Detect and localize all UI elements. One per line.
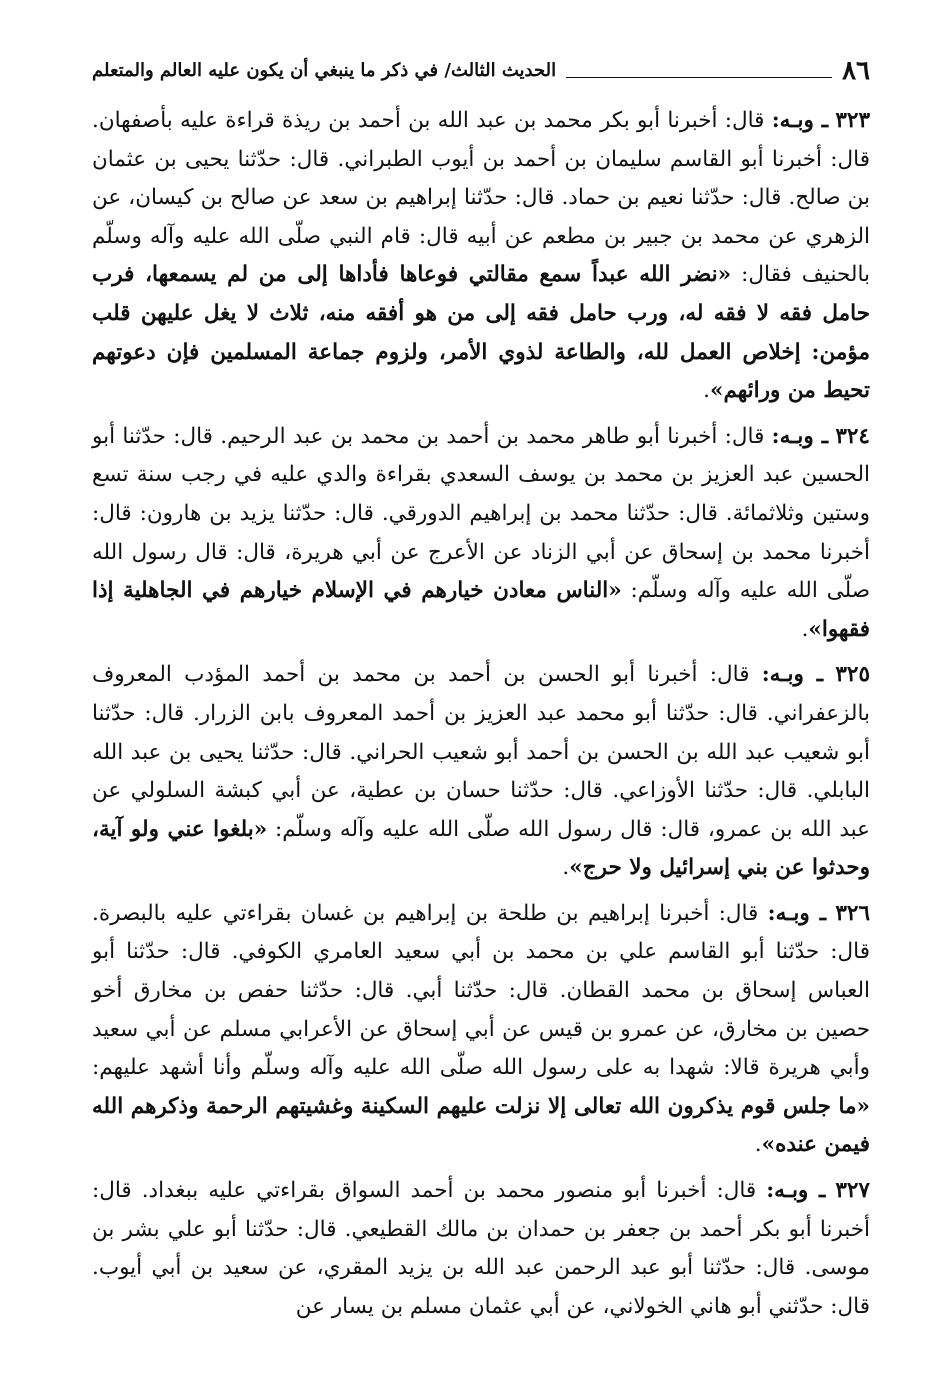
hadith-text: «الناس معادن خيارهم في الإسلام خيارهم في الجاهلية إذا فقهوا»: [92, 578, 870, 642]
paragraph-intro: ـ وبـه:: [761, 662, 824, 688]
hadith-paragraph-324: [92, 418, 870, 650]
paragraph-end: .: [754, 1132, 762, 1158]
isnad-text: قال: أخبرنا أبو الحسن بن أحمد بن محمد بن أحمد المؤدب المعروف بالزعفراني. قال: حدّثنا أبو محمد عبد العزيز بن أحمد المعروف بابن الزرار. قال: حدّثنا أبو شعيب عبد الله بن الحسن بن أحمد أبو شعيب الحراني. قال: حدّثنا يحيى بن عبد الله البابلي. قال: حدّثنا الأوزاعي. قال: حدّثنا حسان بن عطية، عن أبي كبشة السلولي عن عبد الله بن عمرو، قال: قال رسول الله صلّى الله عليه وآله وسلّم:: [92, 662, 870, 842]
hadith-paragraph-325: [92, 656, 870, 888]
page-number: ٨٦: [842, 56, 870, 86]
paragraph-end: .: [801, 616, 809, 642]
paragraph-number: ٣٢٦: [835, 900, 870, 926]
running-header: [92, 58, 870, 84]
paragraph-intro: ـ وبـه:: [771, 108, 829, 133]
hadith-text: «بلغوا عني ولو آية، وحدثوا عن بني إسرائيل ولا حرج»: [92, 816, 870, 881]
isnad-text: قال: أخبرنا أبو منصور محمد بن أحمد السواق بقراءتي عليه ببغداد. قال: أخبرنا أبو بكر أحمد بن جعفر بن حمدان بن مالك القطيعي. قال: حدّثنا أبو علي بشر بن موسى. قال: حدّثنا أبو عبد الرحمن عبد الله بن يزيد المقري، عن سعيد بن أبي أيوب. قال: حدّثني أبو هاني الخولاني، عن أبي عثمان مسلم بن يسار عن: [92, 1178, 870, 1319]
header-rule: [566, 77, 832, 78]
paragraph-intro: ـ وبـه:: [771, 423, 829, 449]
paragraph-end: .: [703, 378, 710, 404]
hadith-text: «ما جلس قوم يذكرون الله تعالى إلا نزلت عليهم السكينة وغشيتهم الرحمة وذكرهم الله فيمن عنده»: [92, 1093, 870, 1158]
paragraph-intro: ـ وبـه:: [767, 900, 827, 926]
isnad-text: قال: أخبرنا أبو طاهر محمد بن أحمد بن محمد بن عبد الرحيم. قال: حدّثنا أبو الحسين عبد العزيز بن محمد بن يوسف السعدي بقراءة والدي عليه في رجب سنة تسع وستين وثلاثمائة. قال: حدّثنا محمد بن إبراهيم الدورقي. قال: حدّثنا يزيد بن هارون: قال: أخبرنا محمد بن إسحاق عن أبي الزناد عن الأعرج عن أبي هريرة، قال: قال رسول الله صلّى الله عليه وآله وسلّم:: [92, 423, 870, 604]
paragraph-number: ٣٢٧: [835, 1178, 870, 1204]
hadith-paragraph-323: [92, 102, 870, 411]
hadith-text: «نضر الله عبداً سمع مقالتي فوعاها فأداها إلى من لم يسمعها، فرب حامل فقه لا فقه له، ورب حامل فقه إلى من هو أفقه منه، ثلاث لا يغل عليهن قلب مؤمن: إخلاص العمل لله، والطاعة لذوي الأمر، ولزوم جماعة المسلمين فإن دعوتهم تحيط من ورائهم»: [92, 262, 870, 404]
isnad-text: قال: أخبرنا إبراهيم بن طلحة بن إبراهيم بن غسان بقراءتي عليه بالبصرة. قال: حدّثنا أبو القاسم علي بن محمد بن أبي سعيد العامري الكوفي. قال: حدّثنا أبو العباس إسحاق بن محمد القطان. قال: حدّثنا أبي. قال: حدّثنا حفص بن مخارق أخو حصين بن مخارق، عن عمرو بن قيس عن أبي إسحاق عن الأعرابي مسلم عن أبي سعيد وأبي هريرة قالا: شهدا به على رسول الله صلّى الله عليه وآله وسلّم وأنا أشهد عليهم:: [92, 900, 870, 1081]
paragraph-number: ٣٢٤: [835, 423, 870, 449]
book-page: [92, 58, 870, 1333]
paragraph-number: ٣٢٣: [835, 108, 870, 133]
paragraph-intro: ـ وبـه:: [766, 1178, 826, 1204]
hadith-paragraph-326: [92, 895, 870, 1165]
isnad-text: قال: أخبرنا أبو بكر محمد بن عبد الله بن أحمد بن ريذة قراءة عليه بأصفهان. قال: أخبرنا أبو القاسم سليمان بن أحمد بن أيوب الطبراني. قال: حدّثنا يحيى بن عثمان بن صالح. قال: حدّثنا نعيم بن حماد. قال: حدّثنا إبراهيم بن سعد عن صالح بن كيسان، عن الزهري عن محمد بن جبير بن مطعم عن أبيه قال: قام النبي صلّى الله عليه وآله وسلّم بالحنيف فقال:: [92, 108, 870, 288]
hadith-paragraph-327: [92, 1172, 870, 1326]
running-title: الحديث الثالث/ في ذكر ما ينبغي أن يكون عليه العالم والمتعلم: [92, 60, 557, 81]
paragraph-number: ٣٢٥: [835, 662, 870, 688]
page-body: [92, 102, 870, 1326]
paragraph-end: .: [562, 855, 570, 881]
